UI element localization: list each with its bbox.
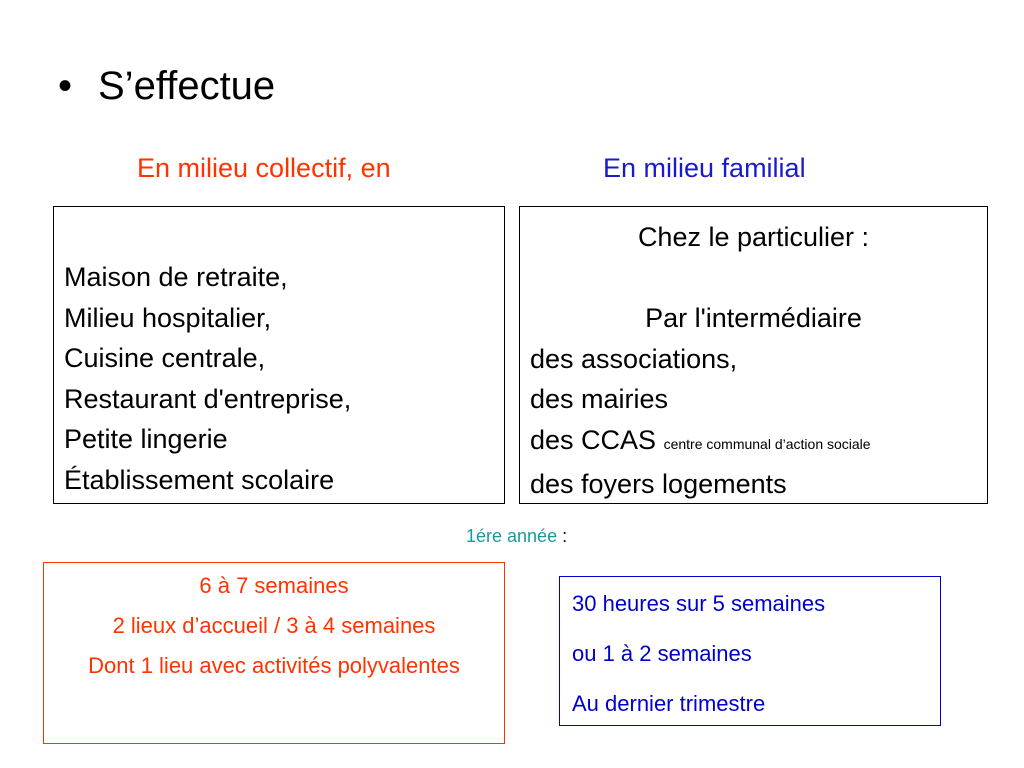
spacer [530,258,977,299]
collective-duration-box [43,562,505,744]
family-box-intro: Par l'intermédiaire [645,303,862,333]
duration-line: 2 lieux d’accueil / 3 à 4 semaines [112,613,436,638]
ccas-label: des CCAS [530,424,657,455]
list-item: Maison de retraite, [64,262,288,292]
heading-collective: En milieu collectif, en [137,153,391,183]
list-item: des associations, [530,343,738,374]
duration-line: 6 à 7 semaines [199,573,349,598]
list-item: Petite lingerie [64,424,228,454]
first-year-colon: : [557,526,568,546]
family-box-title: Chez le particulier : [637,222,870,252]
list-item-ccas [530,420,977,465]
slide-title-line [58,62,275,110]
first-year-text: 1ére année [466,526,558,546]
list-item: Établissement scolaire [64,464,335,495]
first-year-label [466,524,567,548]
collective-settings-box [53,206,505,504]
slide-title: S’effectue [98,64,276,108]
list-item: Restaurant d'entreprise, [64,383,352,414]
duration-line: Au dernier trimestre [572,691,766,716]
bullet-icon: • [58,64,73,108]
list-item: Milieu hospitalier, [64,302,272,333]
ccas-note: centre communal d’action sociale [663,435,871,452]
family-duration-box [559,576,941,726]
duration-line: ou 1 à 2 semaines [572,641,752,666]
duration-line: Dont 1 lieu avec activités polyvalentes [88,653,460,678]
list-item: Cuisine centrale, [64,343,266,373]
list-item: des mairies [530,384,669,414]
list-item: des foyers logements [530,469,787,499]
duration-line: 30 heures sur 5 semaines [572,591,826,616]
heading-family: En milieu familial [603,153,806,183]
family-settings-box [519,206,988,504]
